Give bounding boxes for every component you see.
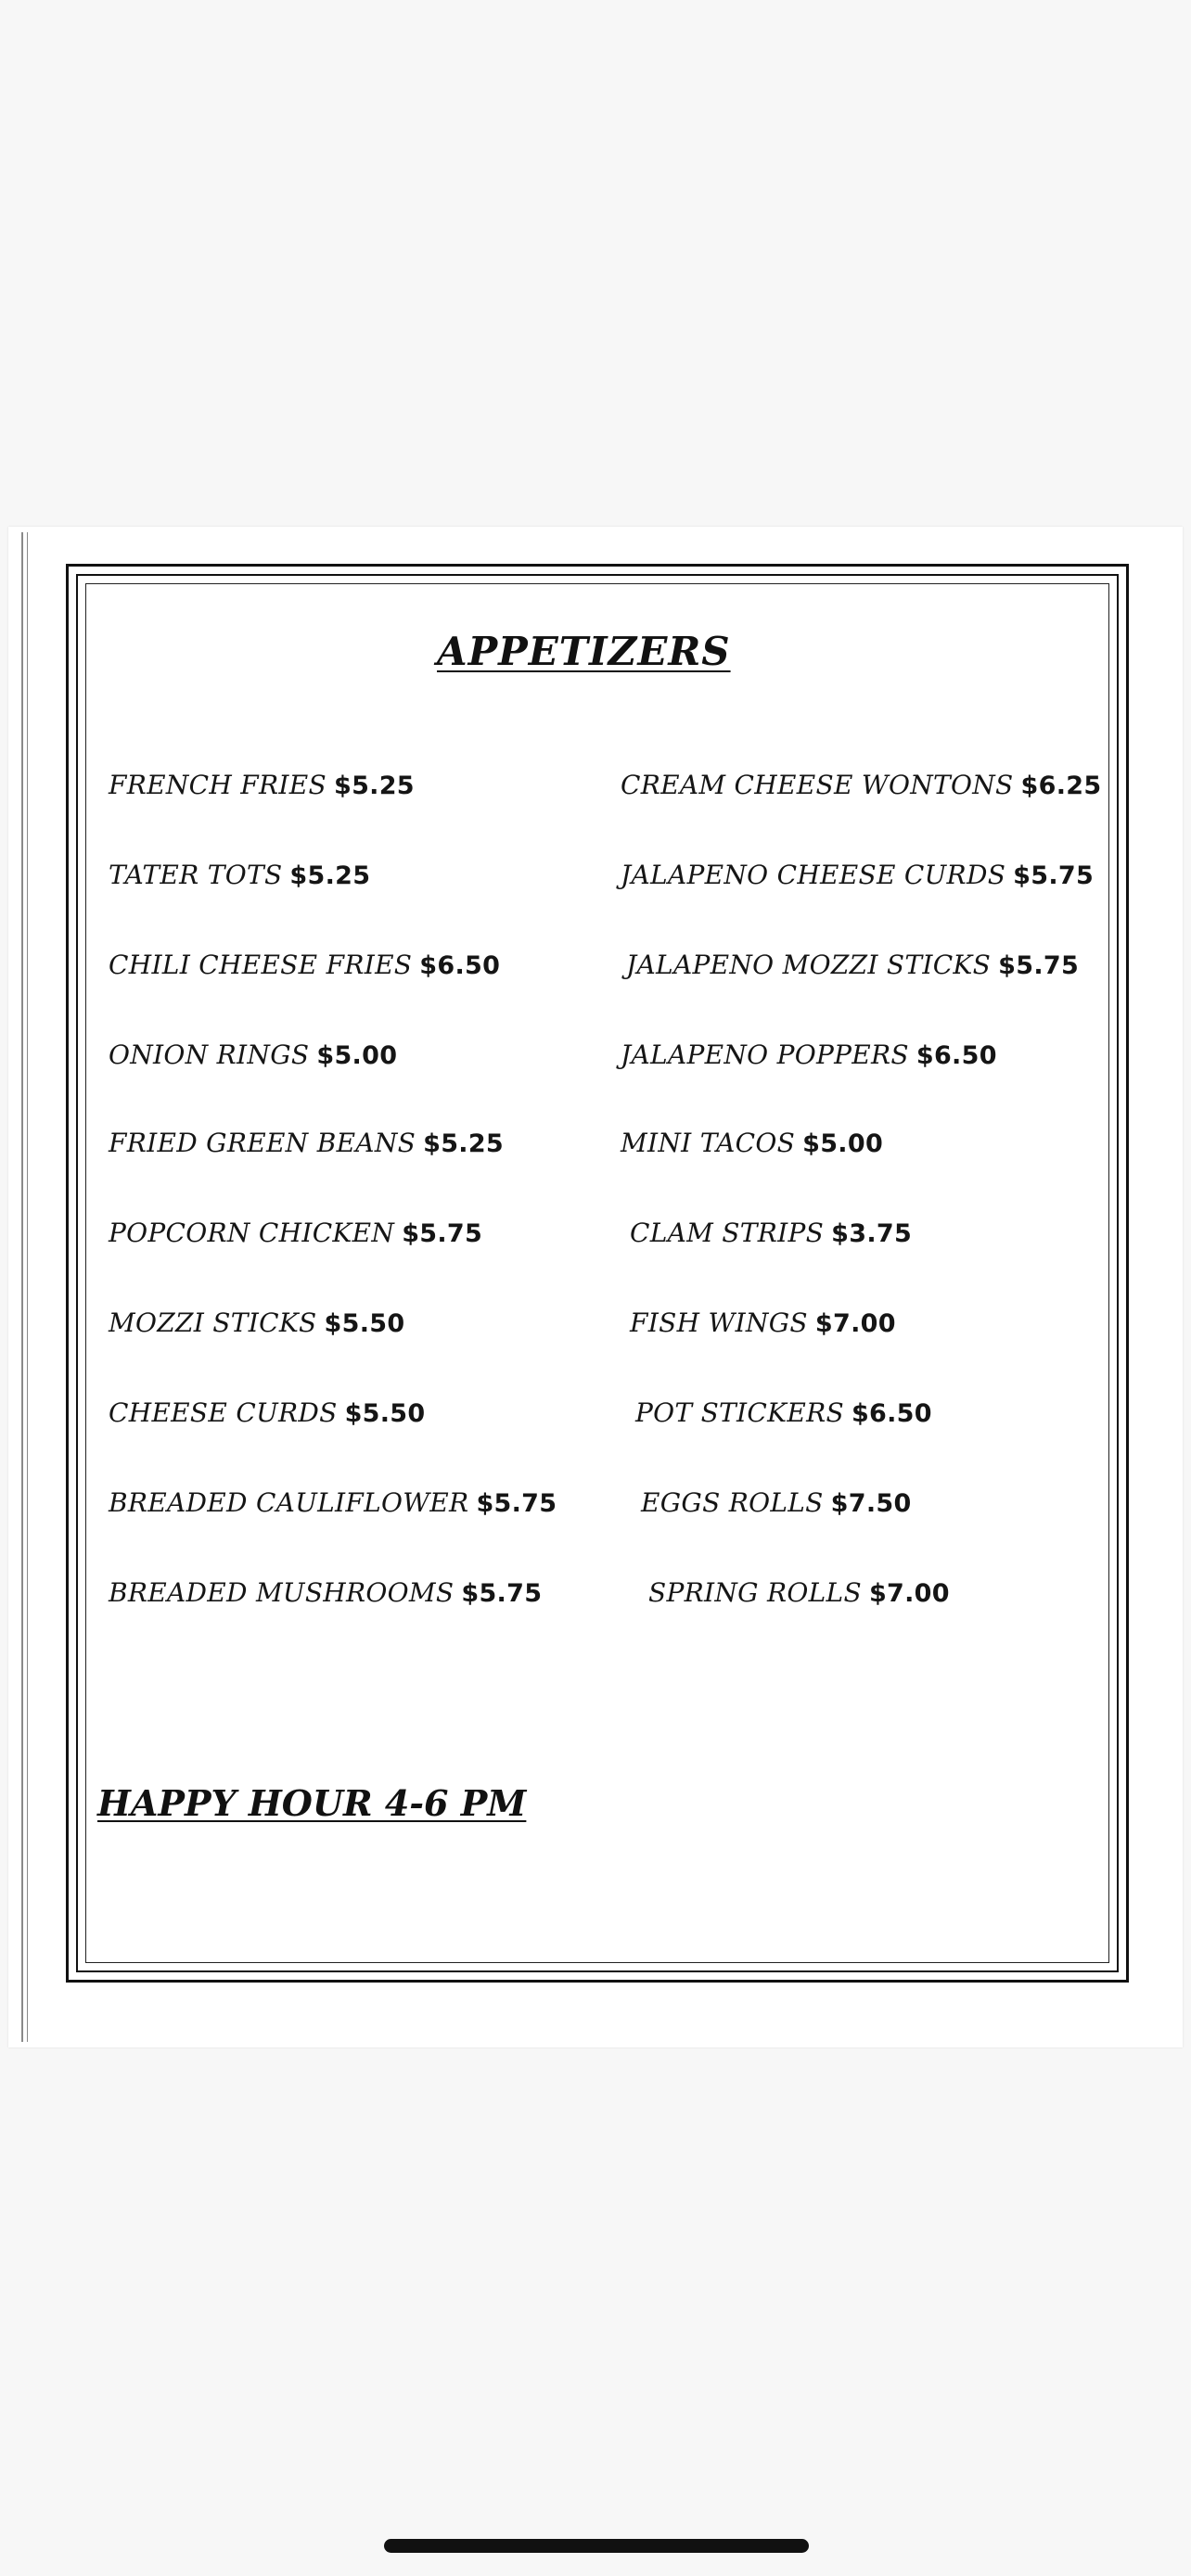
menu-item xyxy=(621,950,1101,1039)
item-name: SPRING ROLLS xyxy=(648,1577,862,1608)
item-price: $5.50 xyxy=(344,1399,426,1428)
item-name: CREAM CHEESE WONTONS xyxy=(621,770,1014,800)
item-price: $5.00 xyxy=(316,1041,398,1070)
home-indicator[interactable] xyxy=(384,2539,809,2553)
item-name: JALAPENO MOZZI STICKS xyxy=(626,950,992,980)
menu-item xyxy=(109,1039,557,1128)
item-price: $6.50 xyxy=(419,951,501,980)
item-price: $5.75 xyxy=(998,951,1080,980)
menu-item xyxy=(109,1218,557,1307)
item-price: $7.00 xyxy=(868,1579,950,1608)
item-name: JALAPENO CHEESE CURDS xyxy=(621,860,1006,890)
item-price: $5.25 xyxy=(423,1129,505,1158)
menu-title: APPETIZERS xyxy=(437,629,731,674)
item-name: JALAPENO POPPERS xyxy=(621,1039,909,1070)
menu-item xyxy=(109,950,557,1039)
menu-item xyxy=(109,1397,557,1487)
item-name: TATER TOTS xyxy=(109,860,283,890)
menu-item xyxy=(109,1307,557,1397)
item-name: FRIED GREEN BEANS xyxy=(109,1128,416,1158)
menu-item xyxy=(621,860,1101,950)
menu-item xyxy=(621,1397,1101,1487)
menu-item xyxy=(109,1577,557,1667)
menu-item xyxy=(621,1128,1101,1218)
item-price: $7.50 xyxy=(830,1489,912,1518)
menu-item xyxy=(621,1577,1101,1667)
item-price: $5.75 xyxy=(402,1219,483,1248)
menu-item xyxy=(109,1128,557,1218)
menu-item xyxy=(621,1218,1101,1307)
item-price: $5.50 xyxy=(324,1309,405,1338)
menu-column-left xyxy=(109,770,557,1667)
item-name: EGGS ROLLS xyxy=(641,1487,824,1518)
menu-item xyxy=(621,1039,1101,1128)
item-price: $5.25 xyxy=(289,861,371,890)
item-name: FISH WINGS xyxy=(630,1307,808,1338)
menu-item xyxy=(621,1307,1101,1397)
item-price: $5.25 xyxy=(333,772,415,800)
item-price: $6.25 xyxy=(1020,772,1102,800)
scan-edge-mark xyxy=(27,532,28,2042)
menu-column-right xyxy=(621,770,1101,1667)
item-name: CLAM STRIPS xyxy=(630,1218,825,1248)
happy-hour-note: HAPPY HOUR 4-6 PM xyxy=(97,1782,527,1824)
item-price: $5.75 xyxy=(476,1489,557,1518)
item-price: $3.75 xyxy=(831,1219,913,1248)
item-price: $6.50 xyxy=(916,1041,997,1070)
item-name: CHEESE CURDS xyxy=(109,1397,338,1428)
item-name: MINI TACOS xyxy=(621,1128,796,1158)
item-price: $5.00 xyxy=(802,1129,884,1158)
menu-item xyxy=(109,1487,557,1577)
menu-item xyxy=(621,1487,1101,1577)
item-price: $5.75 xyxy=(461,1579,543,1608)
item-name: BREADED CAULIFLOWER xyxy=(109,1487,469,1518)
item-name: ONION RINGS xyxy=(109,1039,310,1070)
item-price: $7.00 xyxy=(814,1309,896,1338)
item-name: CHILI CHEESE FRIES xyxy=(109,950,413,980)
item-name: BREADED MUSHROOMS xyxy=(109,1577,455,1608)
item-name: FRENCH FRIES xyxy=(109,770,327,800)
menu-document xyxy=(8,527,1183,2047)
menu-item xyxy=(109,860,557,950)
item-name: MOZZI STICKS xyxy=(109,1307,317,1338)
scan-edge-mark xyxy=(21,532,23,2042)
item-price: $5.75 xyxy=(1013,861,1095,890)
item-name: POT STICKERS xyxy=(635,1397,844,1428)
item-name: POPCORN CHICKEN xyxy=(109,1218,395,1248)
menu-item xyxy=(621,770,1101,860)
menu-item xyxy=(109,770,557,860)
item-price: $6.50 xyxy=(851,1399,932,1428)
